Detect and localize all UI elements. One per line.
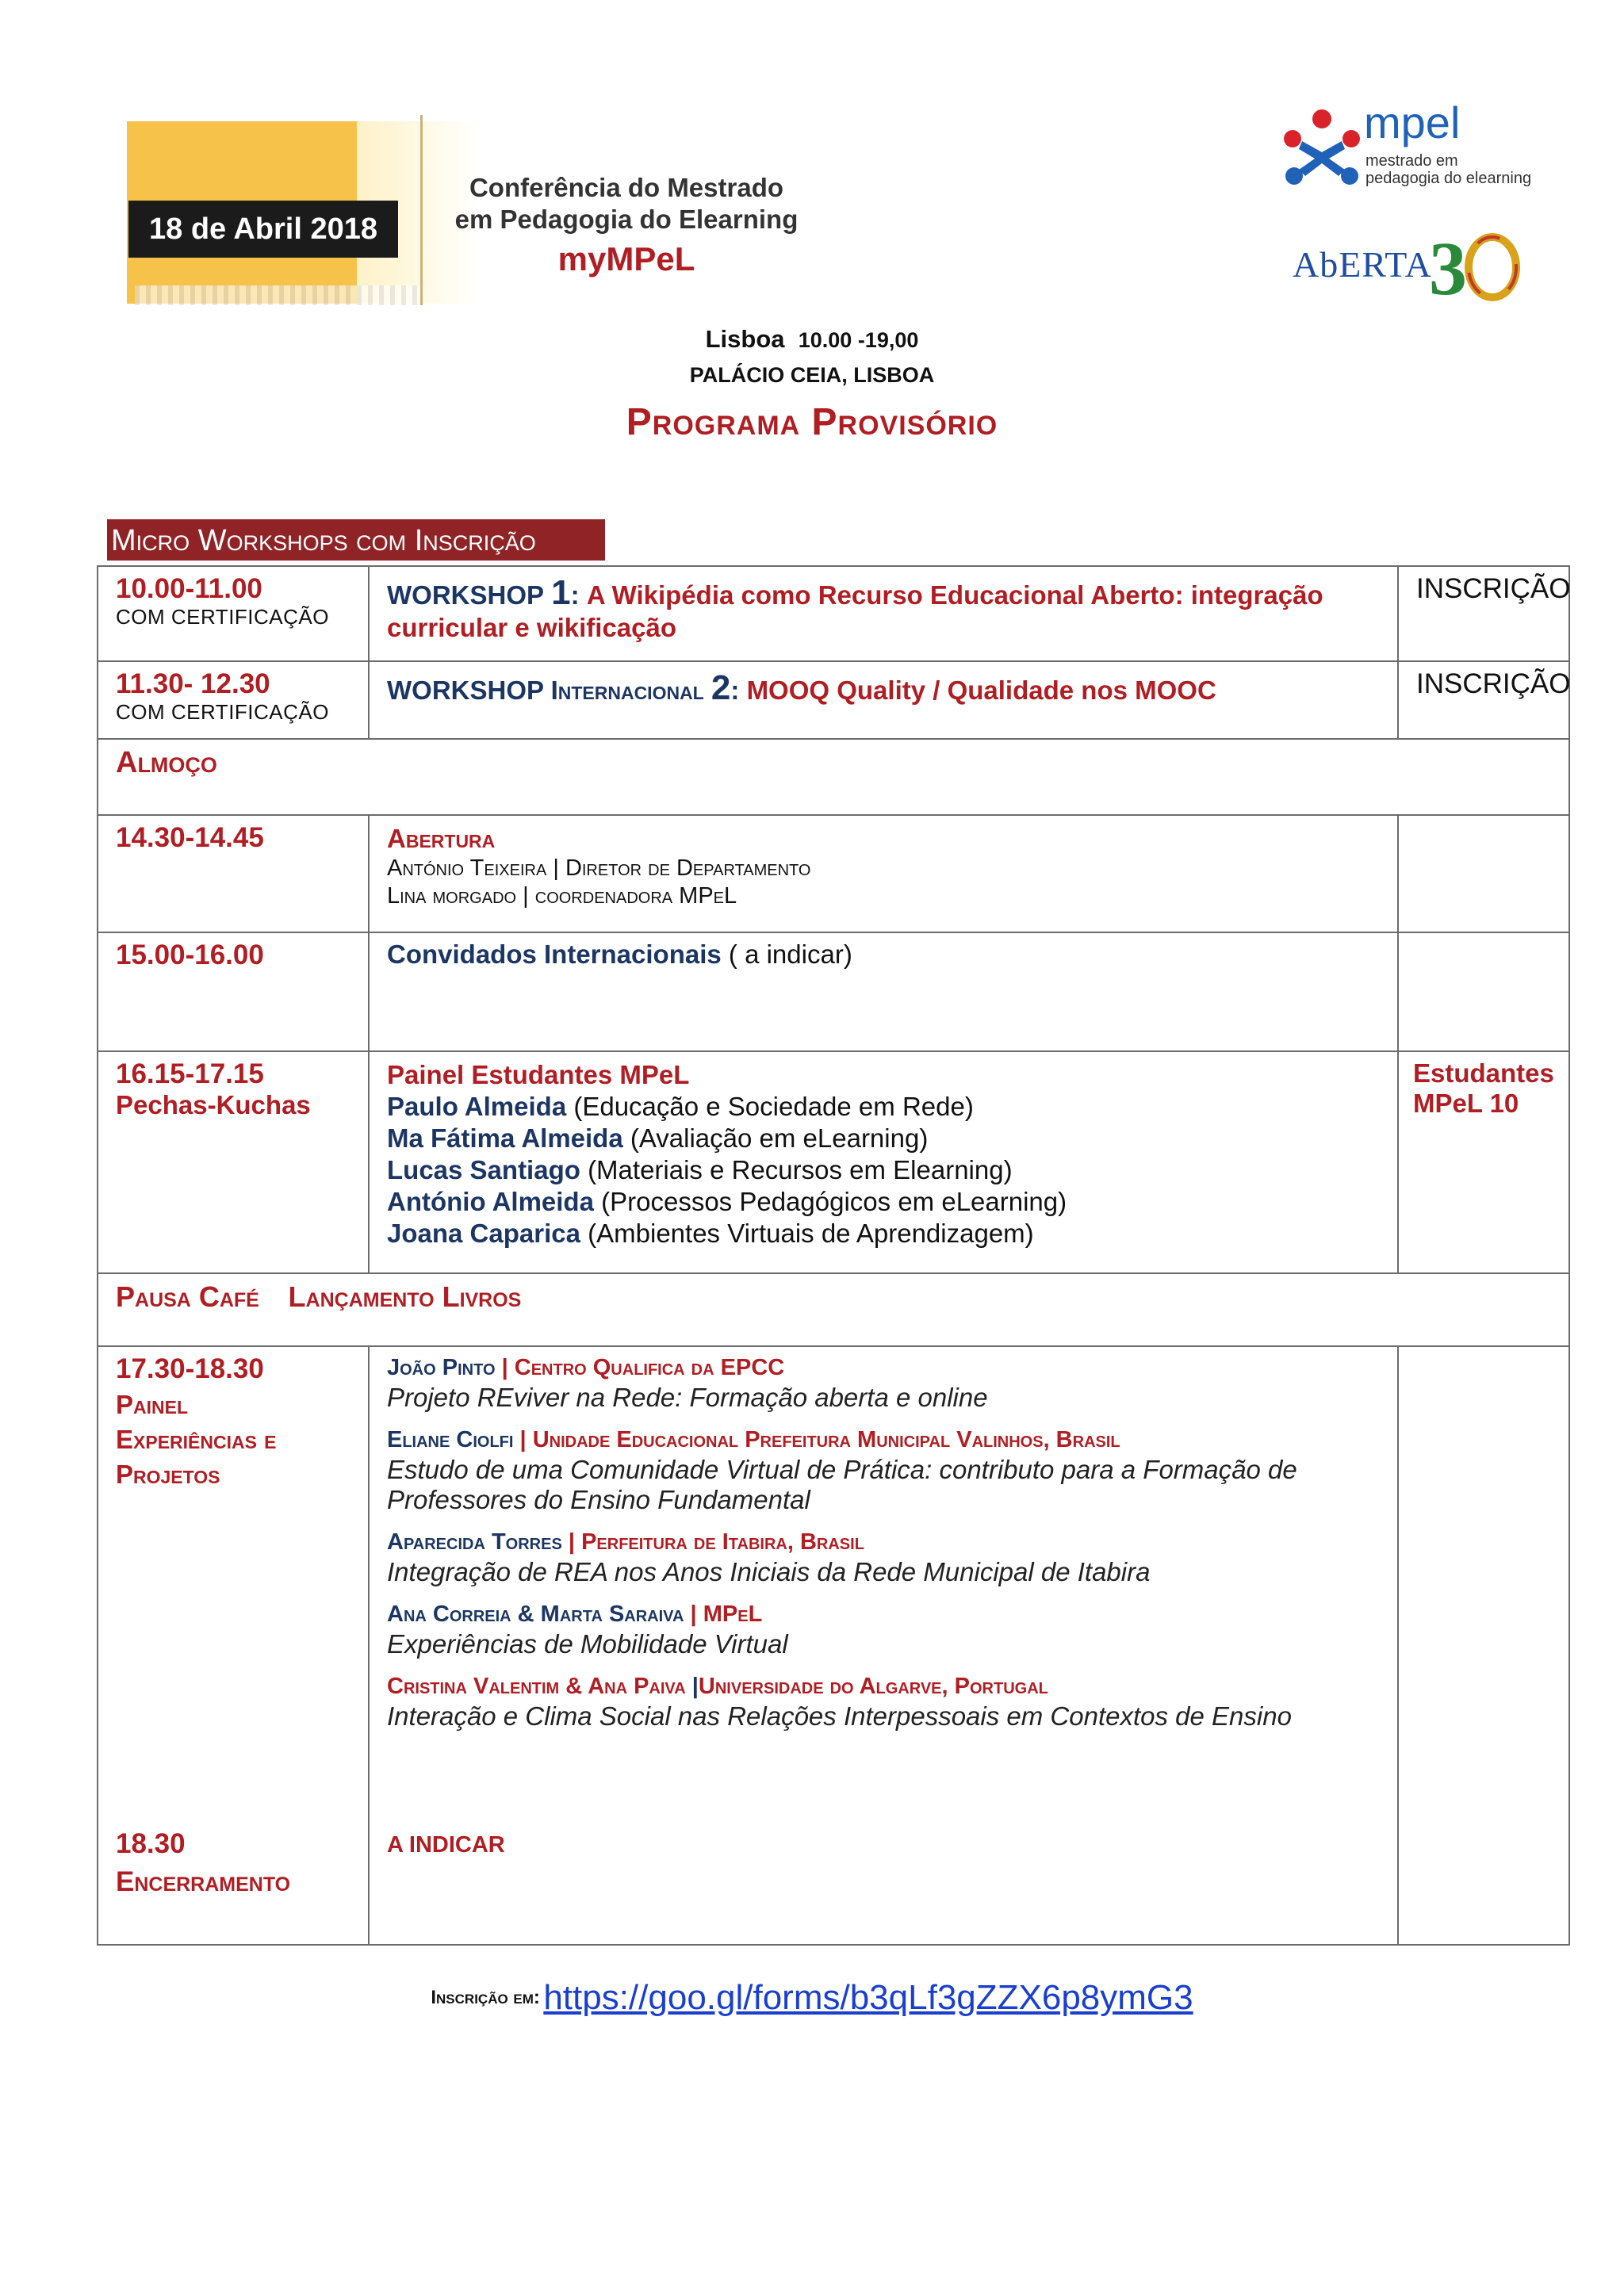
banner-brand: myMPeL: [557, 240, 695, 277]
closing-label: Encerramento: [116, 1866, 291, 1897]
svg-text:3: 3: [1429, 226, 1467, 305]
inscricao-link-1[interactable]: INSCRIÇÃO: [1398, 566, 1569, 661]
guests-title: Convidados Internacionais: [387, 939, 722, 969]
closing-note: A INDICAR: [387, 1832, 505, 1858]
opening-speaker-1: António Teixeira | Diretor de Departamento: [387, 855, 811, 881]
student-topic: (Avaliação em eLearning): [630, 1123, 929, 1153]
page-title: Programa Provisório: [626, 401, 998, 443]
presentation-title: Integração de REA nos Anos Iniciais da Rede Municipal de Itabira: [387, 1557, 1151, 1586]
opening-speaker-2: Lina morgado | coordenadora MPeL: [387, 883, 737, 909]
speaker-name: Lina morgado: [387, 883, 517, 909]
time-cell: [98, 932, 369, 1051]
presenter-name: Cristina Valentim & Ana Paiva: [387, 1674, 686, 1699]
registration-label: Inscrição em:: [431, 1987, 540, 2008]
student-name: Ma Fátima Almeida: [387, 1123, 623, 1153]
session-cell: [369, 1051, 1398, 1273]
guests-note: ( a indicar): [728, 939, 852, 969]
workshop-number: 2: [710, 668, 731, 707]
session-cell: [369, 1822, 1398, 1945]
presenter-name: Aparecida Torres: [387, 1529, 562, 1555]
aberta-wordmark: AbERTA: [1293, 244, 1432, 285]
speaker-role: Diretor de Departamento: [565, 855, 811, 881]
student-name: Joana Caparica: [387, 1219, 580, 1248]
list-item: Aparecida Torres | Perfeitura de Itabira, Brasil: [387, 1529, 864, 1555]
time-sublabel: Pechas-Kuchas: [116, 1090, 311, 1119]
time-label: 18.30: [116, 1828, 186, 1859]
presenter-org: Unidade Educacional Prefeitura Municipal Valinhos, Brasil: [532, 1427, 1120, 1452]
student-topic: (Materiais e Recursos em Elearning): [588, 1155, 1013, 1184]
mpel-logo: [1278, 98, 1564, 198]
time-cell: [98, 815, 369, 932]
mpel-figure-icon: [1278, 103, 1365, 190]
session-cell: [369, 815, 1398, 932]
table-row-guests: [98, 932, 1569, 1051]
list-item: Cristina Valentim & Ana Paiva |Universidade do Algarve, Portugal: [387, 1674, 1048, 1699]
mpel-wordmark: mpel: [1364, 98, 1461, 147]
banner-title-line2: em Pedagogia do Elearning: [454, 205, 799, 234]
time-sublabel-2: Experiências e: [116, 1425, 277, 1454]
certification-note: COM CERTIFICAÇÃO: [116, 700, 329, 724]
table-row-workshop-1: [98, 566, 1569, 661]
workshop-label: WORKSHOP: [387, 580, 544, 610]
empty-cell: [1398, 815, 1569, 932]
student-topic: (Ambientes Virtuais de Aprendizagem): [588, 1219, 1034, 1248]
presenter-org: Centro Qualifica da EPCC: [514, 1355, 785, 1380]
panel-title: Painel Estudantes MPeL: [387, 1060, 690, 1089]
student-name: António Almeida: [387, 1187, 594, 1216]
list-item: Ana Correia & Marta Saraiva | MPeL: [387, 1601, 763, 1627]
banner-pattern: [135, 285, 420, 305]
time-label: 14.30-14.45: [116, 822, 264, 853]
banner-divider: [420, 115, 423, 305]
presentation-title: Estudo de uma Comunidade Virtual de Prática: contributo para a Formação de Professores do Ensino Fundamental: [387, 1455, 1297, 1514]
list-item: [387, 1123, 1380, 1154]
table-row-experiences: [98, 1346, 1569, 1822]
panel-note-cell: [1398, 1051, 1569, 1273]
student-topic: (Processos Pedagógicos em eLearning): [601, 1187, 1067, 1216]
time-label: 16.15-17.15: [116, 1058, 264, 1089]
table-row-lunch: [98, 739, 1569, 815]
table-row-student-panel: [98, 1051, 1569, 1273]
registration-footer: [0, 1978, 1624, 2018]
presenter-name: João Pinto: [387, 1355, 496, 1380]
table-row-break: [98, 1273, 1569, 1346]
workshop-title: MOOQ Quality / Qualidade nos MOOC: [746, 675, 1216, 705]
time-cell: [98, 661, 369, 739]
workshop-label: WORKSHOP Internacional: [387, 675, 704, 705]
time-cell: [98, 1051, 369, 1273]
presenter-name: Ana Correia & Marta Saraiva: [387, 1601, 684, 1627]
list-item: [387, 1187, 1380, 1217]
empty-cell: [1398, 1822, 1569, 1945]
banner-date: 18 de Abril 2018: [128, 201, 398, 258]
list-item: [387, 1155, 1380, 1185]
event-venue: PALÁCIO CEIA, LISBOA: [689, 363, 935, 387]
event-hours: 10.00 -19,00: [798, 328, 919, 352]
list-item: Eliane Ciolfi | Unidade Educacional Prefeitura Municipal Valinhos, Brasil: [387, 1427, 1120, 1452]
event-location: [0, 325, 1624, 354]
event-city: Lisboa: [705, 325, 785, 353]
break-label: Pausa Café: [116, 1280, 259, 1313]
anniversary-30-icon: [1429, 226, 1524, 305]
registration-link[interactable]: https://goo.gl/forms/b3qLf3gZZX6p8ymG3: [543, 1978, 1193, 2017]
conference-banner: [119, 115, 833, 305]
program-table: [97, 565, 1570, 1946]
presentation-title: Interação e Clima Social nas Relações Interpessoais em Contextos de Ensino: [387, 1701, 1292, 1731]
mpel-tagline-2: pedagogia do elearning: [1365, 170, 1532, 187]
empty-cell: [1398, 932, 1569, 1051]
session-cell: [369, 932, 1398, 1051]
student-name: Lucas Santiago: [387, 1155, 580, 1184]
empty-cell: [1398, 1346, 1569, 1822]
presenter-org: Perfeitura de Itabira, Brasil: [581, 1529, 864, 1555]
panel-note-2: MPeL 10: [1413, 1089, 1519, 1118]
aberta-logo: [1293, 226, 1530, 305]
mpel-tagline: [1365, 152, 1531, 187]
workshop-number: 1: [551, 573, 571, 612]
list-item: [387, 1219, 1380, 1249]
time-sublabel-3: Projetos: [116, 1460, 220, 1489]
banner-title-line1: Conferência do Mestrado: [469, 173, 784, 202]
list-item: [387, 1092, 1380, 1122]
list-item: João Pinto | Centro Qualifica da EPCC: [387, 1355, 785, 1380]
session-cell: WORKSHOP Internacional 2: MOOQ Quality / Qualidade nos MOOC: [369, 661, 1398, 739]
panel-note-1: Estudantes: [1413, 1058, 1554, 1088]
time-label: 17.30-18.30: [116, 1353, 264, 1384]
presenter-org: Universidade do Algarve, Portugal: [698, 1674, 1048, 1699]
student-name: Paulo Almeida: [387, 1092, 567, 1121]
lunch-label: Almoço: [116, 746, 217, 779]
time-label: 10.00-11.00: [116, 573, 262, 604]
session-cell: [369, 1346, 1398, 1822]
presentation-title: Projeto REviver na Rede: Formação aberta e online: [387, 1383, 988, 1412]
table-row-opening: [98, 815, 1569, 932]
time-cell: [98, 566, 369, 661]
banner-title: [428, 172, 825, 235]
table-row-closing: [98, 1822, 1569, 1945]
time-label: 15.00-16.00: [116, 939, 264, 970]
table-row-workshop-2: [98, 661, 1569, 739]
speaker-name: António Teixeira: [387, 855, 547, 881]
section-tab-micro-workshops: Micro Workshops com Inscrição: [107, 519, 605, 561]
time-sublabel-1: Painel: [116, 1390, 189, 1419]
time-cell: [98, 1822, 369, 1945]
workshop-title: A Wikipédia como Recurso Educacional Aberto: integração curricular e wikificação: [387, 580, 1323, 642]
time-label: 11.30- 12.30: [116, 668, 270, 699]
student-topic: (Educação e Sociedade em Rede): [573, 1092, 974, 1121]
certification-note: COM CERTIFICAÇÃO: [116, 605, 329, 629]
time-cell: [98, 1346, 369, 1822]
lunch-cell: [98, 739, 1569, 815]
inscricao-link-2[interactable]: INSCRIÇÃO: [1398, 661, 1569, 739]
presentation-title: Experiências de Mobilidade Virtual: [387, 1629, 788, 1659]
mpel-tagline-1: mestrado em: [1365, 152, 1458, 170]
presenter-name: Eliane Ciolfi: [387, 1427, 514, 1452]
speaker-role: coordenadora MPeL: [534, 883, 737, 909]
session-cell: WORKSHOP 1: A Wikipédia como Recurso Educacional Aberto: integração curricular e wikificação: [369, 566, 1398, 661]
break-cell: [98, 1273, 1569, 1346]
presenter-org: MPeL: [703, 1601, 763, 1627]
opening-title: Abertura: [387, 824, 496, 853]
book-launch-label: Lançamento Livros: [288, 1280, 522, 1313]
